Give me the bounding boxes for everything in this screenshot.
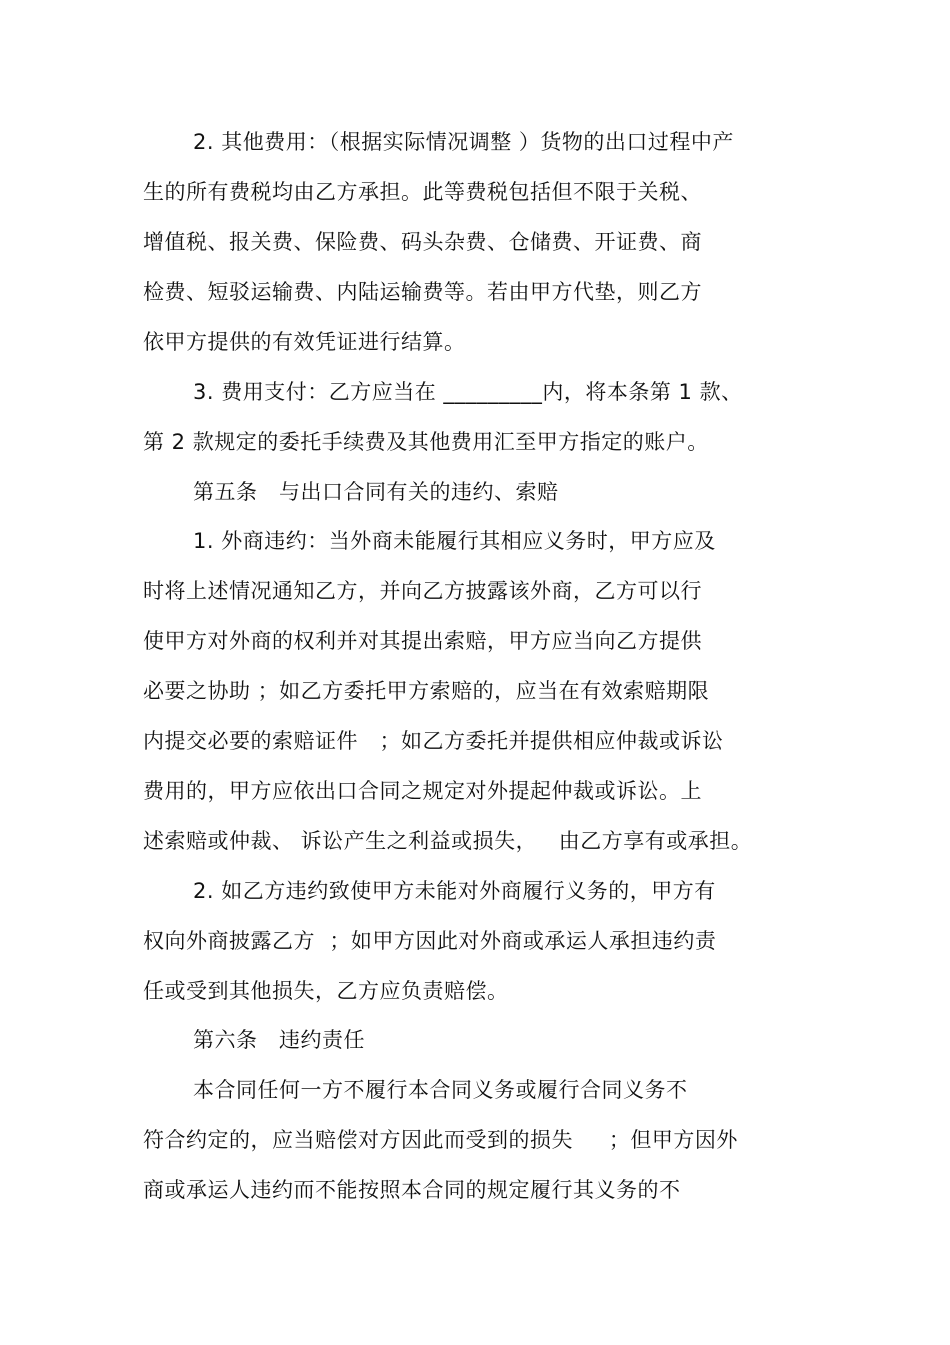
paragraph-line: 时将上述情况通知乙方，并向乙方披露该外商，乙方可以行	[143, 579, 702, 603]
paragraph-line: 第 2 款规定的委托手续费及其他费用汇至甲方指定的账户。	[143, 430, 709, 454]
paragraph-line: 任或受到其他损失，乙方应负责赔偿。	[143, 979, 509, 1003]
paragraph-line: 依甲方提供的有效凭证进行结算。	[143, 330, 466, 354]
section-heading: 第六条 违约责任	[193, 1028, 366, 1052]
section-heading: 第五条 与出口合同有关的违约、索赔	[193, 480, 559, 504]
paragraph-line: 内提交必要的索赔证件 ；如乙方委托并提供相应仲裁或诉讼	[143, 729, 724, 753]
paragraph-line: 增值税、报关费、保险费、码头杂费、仓储费、开证费、商	[143, 230, 702, 254]
paragraph-line: 必要之协助 ；如乙方委托甲方索赔的，应当在有效索赔期限	[143, 679, 710, 703]
paragraph-line: 述索赔或仲裁、 诉讼产生之利益或损失， 由乙方享有或承担。	[143, 829, 753, 853]
paragraph-line: 2. 如乙方违约致使甲方未能对外商履行义务的，甲方有	[193, 879, 716, 903]
paragraph-line: 2. 其他费用：（根据实际情况调整 ）货物的出口过程中产	[193, 130, 734, 154]
paragraph-line: 使甲方对外商的权利并对其提出索赔，甲方应当向乙方提供	[143, 629, 702, 653]
paragraph-line: 检费、短驳运输费、内陆运输费等。若由甲方代垫，则乙方	[143, 280, 702, 304]
paragraph-line: 权向外商披露乙方 ；如甲方因此对外商或承运人承担违约责	[143, 929, 717, 953]
paragraph-line: 商或承运人违约而不能按照本合同的规定履行其义务的不	[143, 1178, 681, 1202]
paragraph-line: 生的所有费税均由乙方承担。此等费税包括但不限于关税、	[143, 180, 702, 204]
paragraph-line: 符合约定的，应当赔偿对方因此而受到的损失 ；但甲方因外	[143, 1128, 738, 1152]
paragraph-line: 3. 费用支付：乙方应当在 _________内，将本条第 1 款、	[193, 380, 743, 404]
paragraph-line: 费用的，甲方应依出口合同之规定对外提起仲裁或诉讼。上	[143, 779, 702, 803]
paragraph-line: 本合同任何一方不履行本合同义务或履行合同义务不	[193, 1078, 688, 1102]
paragraph-line: 1. 外商违约：当外商未能履行其相应义务时，甲方应及	[193, 529, 716, 553]
